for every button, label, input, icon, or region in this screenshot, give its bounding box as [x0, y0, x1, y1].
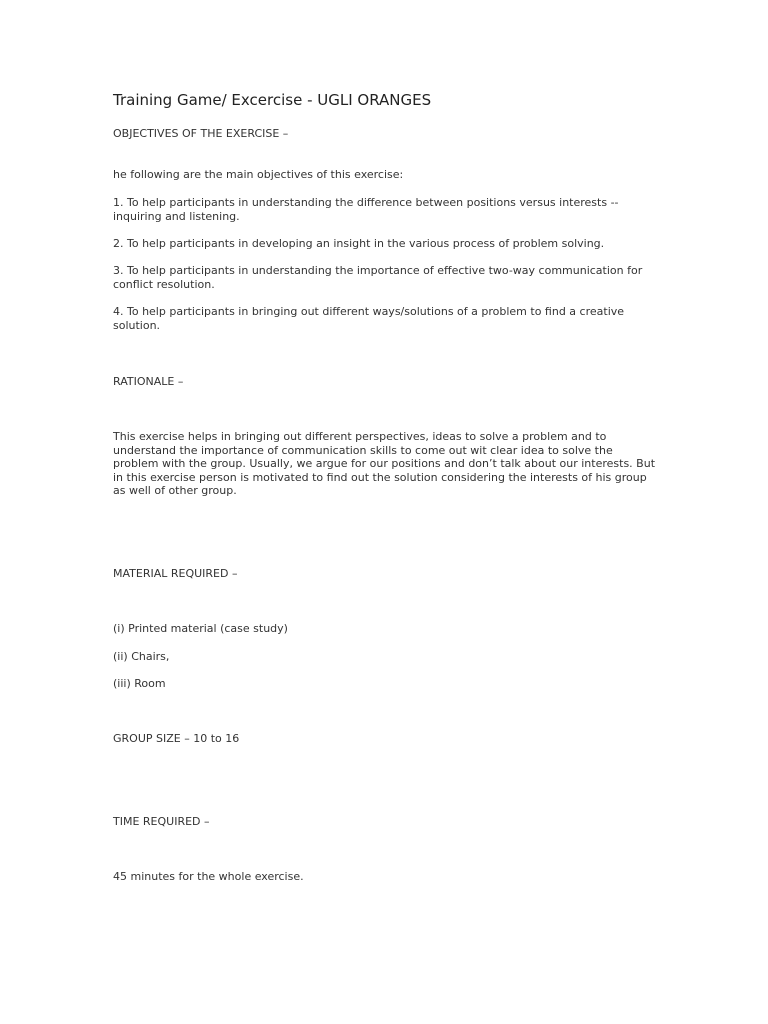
- rationale-heading: RATIONALE –: [113, 375, 184, 388]
- objective-item-2: 2. To help participants in developing an insight in the various process of problem solving.: [113, 237, 605, 250]
- material-heading: MATERIAL REQUIRED –: [113, 567, 238, 580]
- objective-item-3: 3. To help participants in understanding the importance of effective two-way communication for conflict resolution.: [113, 264, 643, 291]
- time-text: 45 minutes for the whole exercise.: [113, 870, 304, 883]
- material-item-1: (i) Printed material (case study): [113, 622, 288, 635]
- document-title: Training Game/ Excercise - UGLI ORANGES: [113, 91, 432, 109]
- objective-item-1: 1. To help participants in understanding the difference between positions versus interests -- inquiring and listening.: [113, 196, 619, 223]
- material-item-3: (iii) Room: [113, 677, 166, 690]
- time-heading: TIME REQUIRED –: [113, 815, 210, 828]
- rationale-paragraph: This exercise helps in bringing out different perspectives, ideas to solve a problem and to understand the importance of communication skills to come out wit clear idea to solve the problem with the group. Usually, we argue for our positions and don’t talk about our interests. But in this exercise person is motivated to find out the solution considering the interests of his group as well of other group.: [113, 430, 656, 497]
- objective-item-4: 4. To help participants in bringing out different ways/solutions of a problem to find a creative solution.: [113, 305, 625, 332]
- objectives-heading: OBJECTIVES OF THE EXERCISE –: [113, 127, 289, 140]
- objectives-intro: he following are the main objectives of this exercise:: [113, 168, 404, 181]
- material-item-2: (ii) Chairs,: [113, 650, 170, 663]
- group-size-line: GROUP SIZE – 10 to 16: [113, 732, 240, 745]
